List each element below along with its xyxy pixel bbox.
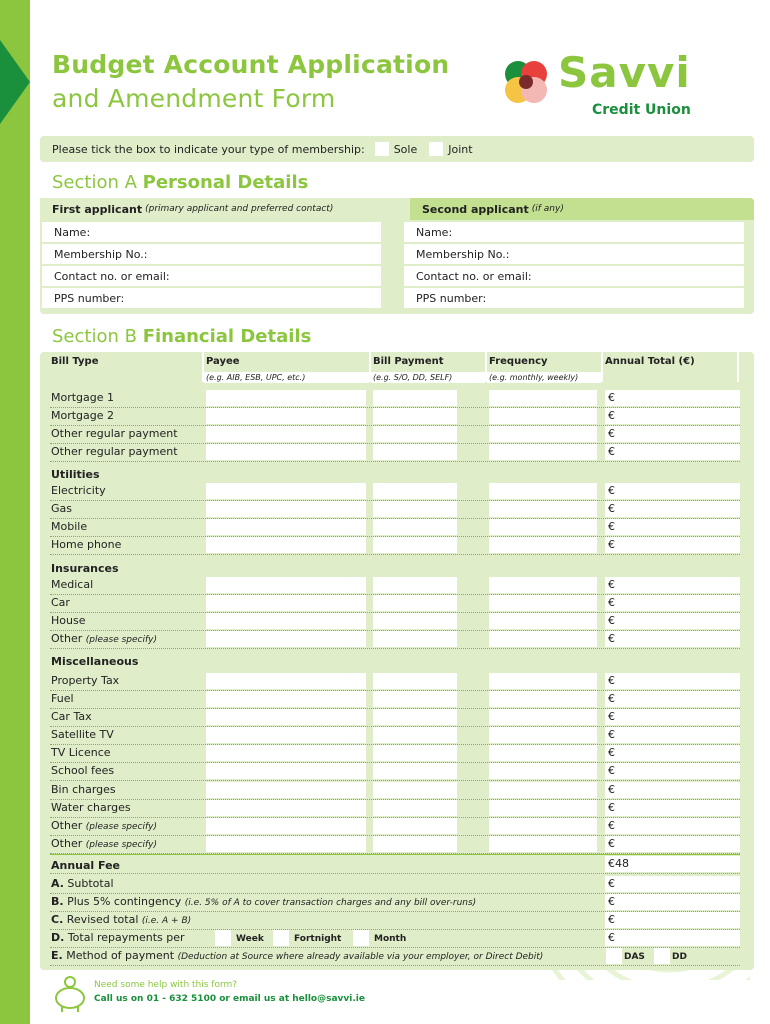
bill-label-4 <box>51 484 106 498</box>
bill-label-3 <box>51 445 178 459</box>
annual-total-input-16[interactable]: € <box>605 745 740 761</box>
repayments-letter: D. <box>51 931 65 944</box>
payee-input-11[interactable] <box>206 631 366 647</box>
first-contact-field[interactable]: Contact no. or email: <box>42 266 381 286</box>
sole-checkbox[interactable] <box>375 142 389 156</box>
second-membership-field[interactable]: Membership No.: <box>404 244 744 264</box>
bill-label-13 <box>51 692 74 706</box>
financial-details-panel <box>40 352 754 970</box>
first-applicant-header <box>40 198 406 220</box>
subtotal-amount[interactable]: € <box>605 876 740 892</box>
first-applicant-heading: First applicant <box>52 202 143 216</box>
col-bill-type <box>49 352 204 382</box>
bill-label-text: House <box>51 614 86 627</box>
bill-payment-input-18[interactable] <box>373 782 457 798</box>
row-divider <box>50 554 740 555</box>
payee-input-17[interactable] <box>206 763 366 779</box>
annual-total-input-4[interactable]: € <box>605 483 740 499</box>
bill-label-text: Mortgage 1 <box>51 391 115 404</box>
joint-checkbox[interactable] <box>429 142 443 156</box>
bill-label-5 <box>51 502 72 516</box>
page-title <box>52 48 449 116</box>
contingency-letter: B. <box>51 895 64 908</box>
bill-payment-input-16[interactable] <box>373 745 457 761</box>
frequency-input-3[interactable] <box>489 444 597 460</box>
row-divider <box>50 648 740 649</box>
please-specify-note: (please specify) <box>85 840 157 850</box>
please-specify-note: (please specify) <box>85 822 157 832</box>
row-divider <box>50 947 740 948</box>
col-frequency-label: Frequency <box>489 356 548 367</box>
annual-total-input-18[interactable]: € <box>605 782 740 798</box>
bill-label-text: Fuel <box>51 692 74 705</box>
payee-input-1[interactable] <box>206 408 366 424</box>
contingency-note: (i.e. 5% of A to cover transaction charges and any bill over-runs) <box>184 898 477 908</box>
frequency-input-19[interactable] <box>489 800 597 816</box>
das-checkbox[interactable] <box>606 948 622 964</box>
frequency-input-9[interactable] <box>489 595 597 611</box>
bill-label-19 <box>51 801 131 815</box>
contingency-text: Plus 5% contingency <box>67 895 182 908</box>
bill-label-text: Other regular payment <box>51 445 178 458</box>
left-accent-strip <box>0 0 30 1024</box>
col-frequency <box>487 352 603 382</box>
bill-label-text: Mortgage 2 <box>51 409 115 422</box>
bill-label-text: Electricity <box>51 484 106 497</box>
bill-payment-input-2[interactable] <box>373 426 457 442</box>
payee-input-8[interactable] <box>206 577 366 593</box>
second-name-field[interactable]: Name: <box>404 222 744 242</box>
revised-total-label <box>51 913 191 928</box>
frequency-input-1[interactable] <box>489 408 597 424</box>
bill-payment-input-14[interactable] <box>373 709 457 725</box>
bill-label-text: Home phone <box>51 538 122 551</box>
personal-details-panel <box>40 198 754 314</box>
savvi-logo <box>500 48 730 122</box>
repayments-text: Total repayments per <box>67 931 185 944</box>
bill-label-2 <box>51 427 178 441</box>
flower-logo-icon <box>502 58 550 106</box>
frequency-input-10[interactable] <box>489 613 597 629</box>
bill-label-7 <box>51 538 121 552</box>
frequency-input-5[interactable] <box>489 501 597 517</box>
summary-divider <box>50 854 740 855</box>
payee-input-5[interactable] <box>206 501 366 517</box>
bill-label-text: Mobile <box>51 520 88 533</box>
contingency-label <box>51 895 476 910</box>
bill-label-9 <box>51 596 70 610</box>
annual-total-input-11[interactable]: € <box>605 631 740 647</box>
bill-label-text: Other <box>51 632 83 645</box>
section-b-heading <box>52 326 311 347</box>
frequency-input-0[interactable] <box>489 390 597 406</box>
payment-method-label <box>51 949 543 964</box>
annual-total-input-9[interactable]: € <box>605 595 740 611</box>
first-name-field[interactable]: Name: <box>42 222 381 242</box>
footer-help-question: Need some help with this form? <box>94 980 238 990</box>
bill-payment-input-10[interactable] <box>373 613 457 629</box>
col-bill-payment-label: Bill Payment <box>373 356 444 367</box>
bill-label-text: Other regular payment <box>51 427 178 440</box>
bill-label-text: Car <box>51 596 70 609</box>
annual-total-input-13[interactable]: € <box>605 691 740 707</box>
subtotal-label <box>51 877 114 891</box>
annual-total-input-20[interactable]: € <box>605 818 740 834</box>
frequency-input-16[interactable] <box>489 745 597 761</box>
week-label: Week <box>236 934 264 944</box>
frequency-input-20[interactable] <box>489 818 597 834</box>
piggy-bank-icon <box>52 974 88 1014</box>
bill-label-text: School fees <box>51 764 115 777</box>
col-annual-total-label: Annual Total (€) <box>605 356 695 367</box>
payee-input-10[interactable] <box>206 613 366 629</box>
logo-subtitle: Credit Union <box>592 102 691 118</box>
payee-input-15[interactable] <box>206 727 366 743</box>
frequency-input-21[interactable] <box>489 836 597 852</box>
frequency-input-11[interactable] <box>489 631 597 647</box>
please-specify-note: (please specify) <box>85 635 157 645</box>
second-applicant-heading: Second applicant <box>422 202 529 216</box>
frequency-input-17[interactable] <box>489 763 597 779</box>
bill-payment-input-9[interactable] <box>373 595 457 611</box>
footer-contact: Call us on 01 - 632 5100 or email us at hello@savvi.ie <box>94 994 365 1004</box>
bill-payment-input-7[interactable] <box>373 537 457 553</box>
bill-label-1 <box>51 409 114 423</box>
revised-total-text: Revised total <box>66 913 139 926</box>
col-bill-type-label: Bill Type <box>51 356 99 367</box>
bill-payment-input-21[interactable] <box>373 836 457 852</box>
payee-input-4[interactable] <box>206 483 366 499</box>
payee-input-19[interactable] <box>206 800 366 816</box>
second-contact-field[interactable]: Contact no. or email: <box>404 266 744 286</box>
subtotal-letter: A. <box>51 877 64 890</box>
bill-label-11 <box>51 632 157 647</box>
bill-label-text: Water charges <box>51 801 131 814</box>
bill-label-17 <box>51 764 114 778</box>
bill-payment-input-6[interactable] <box>373 519 457 535</box>
joint-label: Joint <box>448 142 473 156</box>
col-payee-example: (e.g. AIB, ESB, UPC, etc.) <box>204 372 369 383</box>
subtotal-text: Subtotal <box>67 877 114 890</box>
sole-label: Sole <box>393 142 418 156</box>
bill-label-text: Other <box>51 837 83 850</box>
membership-type-bar <box>40 136 754 162</box>
first-pps-field[interactable]: PPS number: <box>42 288 381 308</box>
month-checkbox[interactable] <box>353 930 369 946</box>
frequency-input-15[interactable] <box>489 727 597 743</box>
annual-total-input-5[interactable]: € <box>605 501 740 517</box>
utilities-heading: Utilities <box>51 468 100 481</box>
bill-label-15 <box>51 728 114 742</box>
bill-payment-input-15[interactable] <box>373 727 457 743</box>
section-a-heading <box>52 172 308 193</box>
annual-total-input-6[interactable]: € <box>605 519 740 535</box>
second-applicant-header <box>410 198 754 220</box>
arrow-decoration <box>0 40 30 124</box>
bill-payment-input-11[interactable] <box>373 631 457 647</box>
bill-payment-input-13[interactable] <box>373 691 457 707</box>
first-applicant-note: (primary applicant and preferred contact) <box>145 204 334 214</box>
annual-total-input-0[interactable]: € <box>605 390 740 406</box>
bill-label-20 <box>51 819 157 834</box>
das-label: DAS <box>624 952 645 962</box>
row-divider <box>50 461 740 462</box>
annual-fee-amount: €48 <box>605 856 740 872</box>
title-line2: and Amendment Form <box>52 84 336 113</box>
frequency-input-8[interactable] <box>489 577 597 593</box>
bill-label-text: Satellite TV <box>51 728 114 741</box>
col-annual-total <box>603 352 739 382</box>
bill-label-text: Other <box>51 819 83 832</box>
annual-total-input-19[interactable]: € <box>605 800 740 816</box>
frequency-input-12[interactable] <box>489 673 597 689</box>
payee-input-18[interactable] <box>206 782 366 798</box>
annual-total-input-17[interactable]: € <box>605 763 740 779</box>
title-line1: Budget Account Application <box>52 50 450 79</box>
insurances-heading: Insurances <box>51 562 119 575</box>
section-b-title: Financial Details <box>142 326 312 347</box>
bill-payment-input-5[interactable] <box>373 501 457 517</box>
annual-total-input-3[interactable]: € <box>605 444 740 460</box>
payee-input-14[interactable] <box>206 709 366 725</box>
fortnight-label: Fortnight <box>294 934 342 944</box>
payment-method-note: (Deduction at Source where already available via your employer, or Direct Debit) <box>177 952 544 962</box>
bill-payment-input-0[interactable] <box>373 390 457 406</box>
bill-payment-input-17[interactable] <box>373 763 457 779</box>
bill-label-14 <box>51 710 92 724</box>
membership-prompt: Please tick the box to indicate your type of membership: <box>52 142 365 156</box>
bill-payment-input-12[interactable] <box>373 673 457 689</box>
payee-input-20[interactable] <box>206 818 366 834</box>
bill-label-text: Property Tax <box>51 674 120 687</box>
bill-label-text: Gas <box>51 502 72 515</box>
fortnight-checkbox[interactable] <box>273 930 289 946</box>
payee-input-12[interactable] <box>206 673 366 689</box>
bill-payment-input-19[interactable] <box>373 800 457 816</box>
payee-input-9[interactable] <box>206 595 366 611</box>
repayments-label <box>51 931 185 945</box>
annual-total-input-21[interactable]: € <box>605 836 740 852</box>
frequency-input-4[interactable] <box>489 483 597 499</box>
bill-label-10 <box>51 614 85 628</box>
frequency-input-14[interactable] <box>489 709 597 725</box>
first-membership-field[interactable]: Membership No.: <box>42 244 381 264</box>
col-payee <box>204 352 371 382</box>
dd-label: DD <box>672 952 687 962</box>
miscellaneous-heading: Miscellaneous <box>51 655 139 668</box>
frequency-input-13[interactable] <box>489 691 597 707</box>
row-divider <box>50 873 740 874</box>
payment-method-letter: E. <box>51 949 63 962</box>
payee-input-21[interactable] <box>206 836 366 852</box>
revised-total-amount[interactable]: € <box>605 912 740 928</box>
payee-input-0[interactable] <box>206 390 366 406</box>
payee-input-16[interactable] <box>206 745 366 761</box>
frequency-input-6[interactable] <box>489 519 597 535</box>
payment-method-text: Method of payment <box>66 949 175 962</box>
second-applicant-note: (if any) <box>531 204 564 214</box>
annual-total-input-12[interactable]: € <box>605 673 740 689</box>
col-bill-payment-example: (e.g. S/O, DD, SELF) <box>371 372 485 383</box>
annual-fee-label: Annual Fee <box>51 859 121 872</box>
payee-input-7[interactable] <box>206 537 366 553</box>
bill-payment-input-8[interactable] <box>373 577 457 593</box>
annual-total-input-14[interactable]: € <box>605 709 740 725</box>
logo-wordmark: Savvi <box>558 48 691 97</box>
bill-label-12 <box>51 674 119 688</box>
row-divider <box>50 965 740 966</box>
bill-label-text: Car Tax <box>51 710 92 723</box>
bill-payment-input-3[interactable] <box>373 444 457 460</box>
bill-label-text: Medical <box>51 578 94 591</box>
contingency-amount[interactable]: € <box>605 894 740 910</box>
bill-label-21 <box>51 837 157 852</box>
annual-total-input-15[interactable]: € <box>605 727 740 743</box>
bill-label-0 <box>51 391 114 405</box>
dd-checkbox[interactable] <box>654 948 670 964</box>
payee-input-2[interactable] <box>206 426 366 442</box>
bill-label-8 <box>51 578 93 592</box>
bill-label-text: Bin charges <box>51 783 116 796</box>
month-label: Month <box>374 934 407 944</box>
repayments-amount[interactable]: € <box>605 930 740 946</box>
payee-input-3[interactable] <box>206 444 366 460</box>
week-checkbox[interactable] <box>215 930 231 946</box>
bill-label-text: TV Licence <box>51 746 111 759</box>
bill-label-16 <box>51 746 111 760</box>
annual-total-input-2[interactable]: € <box>605 426 740 442</box>
revised-total-note: (i.e. A + B) <box>141 916 192 926</box>
section-b-prefix: Section B <box>52 326 137 347</box>
frequency-input-2[interactable] <box>489 426 597 442</box>
frequency-input-18[interactable] <box>489 782 597 798</box>
row-divider <box>50 780 740 781</box>
revised-total-letter: C. <box>51 913 64 926</box>
annual-total-input-10[interactable]: € <box>605 613 740 629</box>
frequency-input-7[interactable] <box>489 537 597 553</box>
payee-input-13[interactable] <box>206 691 366 707</box>
section-a-title: Personal Details <box>142 172 309 193</box>
col-payee-label: Payee <box>206 356 240 367</box>
bill-label-6 <box>51 520 87 534</box>
section-a-prefix: Section A <box>52 172 137 193</box>
bill-label-18 <box>51 783 116 797</box>
bill-payment-input-20[interactable] <box>373 818 457 834</box>
annual-total-input-1[interactable]: € <box>605 408 740 424</box>
bill-payment-input-4[interactable] <box>373 483 457 499</box>
second-pps-field[interactable]: PPS number: <box>404 288 744 308</box>
annual-total-input-7[interactable]: € <box>605 537 740 553</box>
payee-input-6[interactable] <box>206 519 366 535</box>
bill-payment-input-1[interactable] <box>373 408 457 424</box>
col-frequency-example: (e.g. monthly, weekly) <box>487 372 601 383</box>
col-bill-payment <box>371 352 487 382</box>
annual-total-input-8[interactable]: € <box>605 577 740 593</box>
